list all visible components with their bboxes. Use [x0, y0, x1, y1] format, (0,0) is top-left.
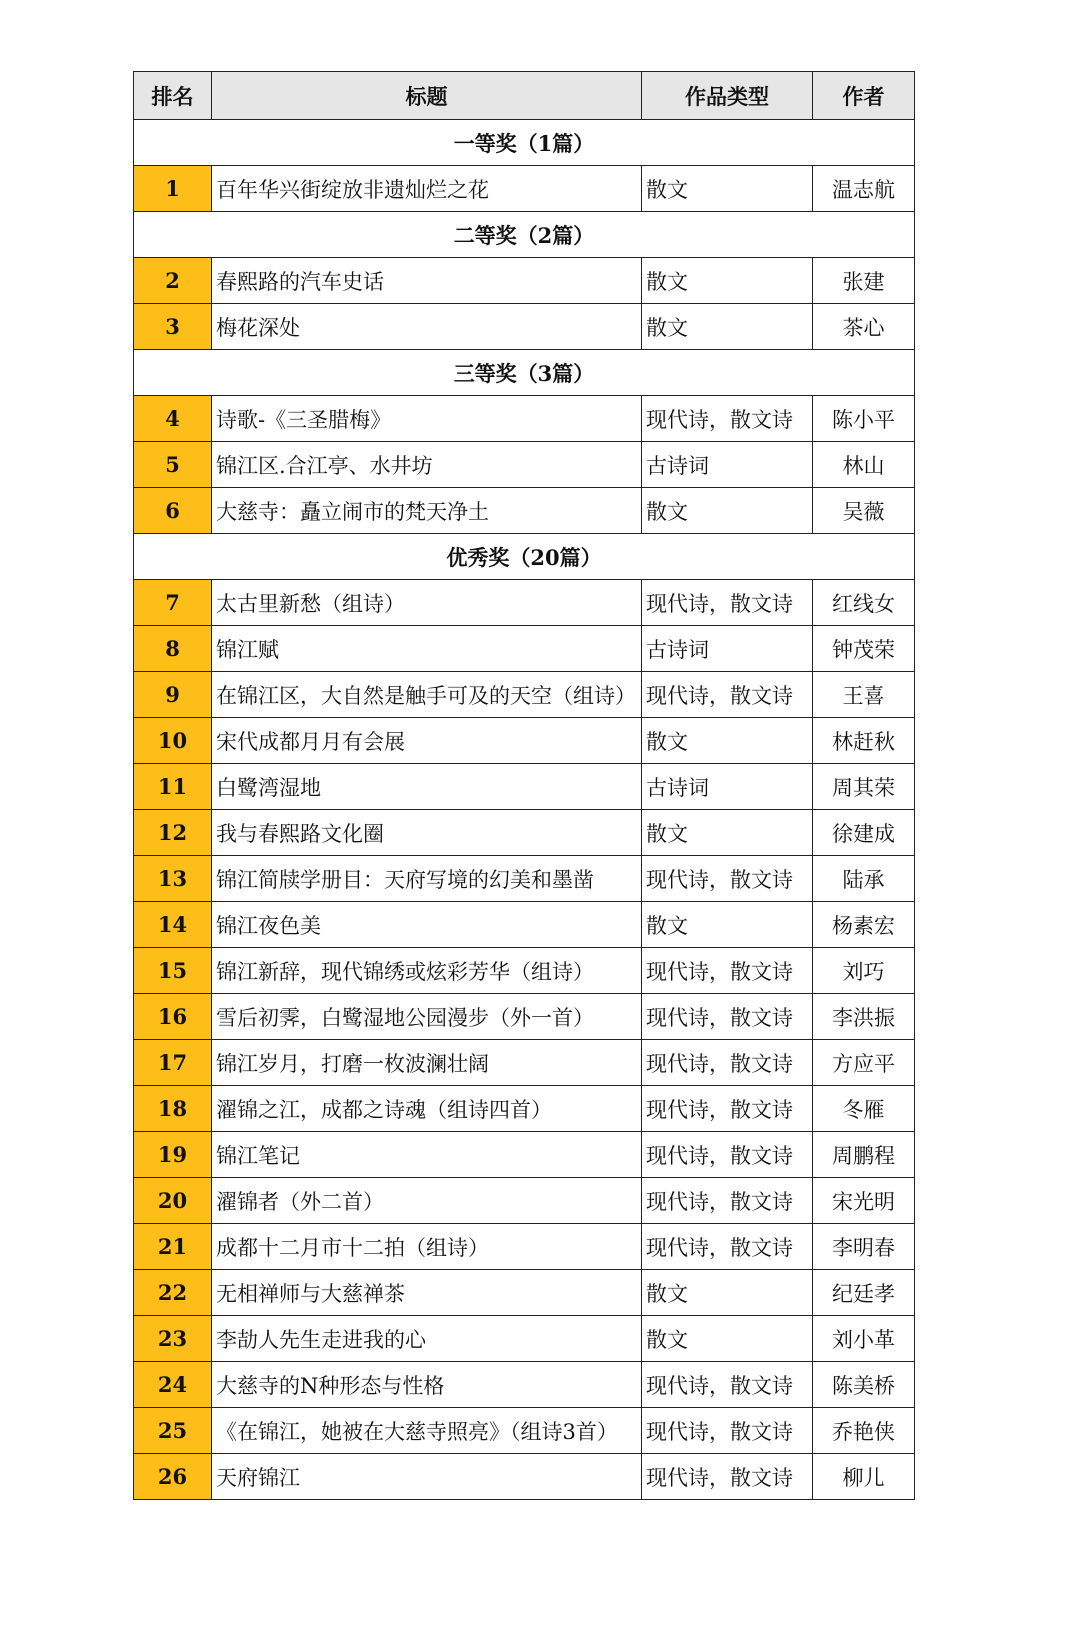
- type-cell: 现代诗，散文诗: [642, 1408, 813, 1454]
- type-cell: 散文: [642, 1316, 813, 1362]
- author-cell: 钟茂荣: [813, 626, 915, 672]
- header-type: 作品类型: [642, 72, 813, 120]
- rank-cell: 24: [134, 1362, 212, 1408]
- type-cell: 现代诗，散文诗: [642, 580, 813, 626]
- type-cell: 现代诗，散文诗: [642, 396, 813, 442]
- rank-cell: 19: [134, 1132, 212, 1178]
- title-cell: 大慈寺：矗立闹市的梵天净土: [212, 488, 642, 534]
- title-cell: 锦江区.合江亭、水井坊: [212, 442, 642, 488]
- table-row: [134, 166, 915, 212]
- title-cell: 锦江笔记: [212, 1132, 642, 1178]
- header-title: 标题: [212, 72, 642, 120]
- table-row: [134, 396, 915, 442]
- type-cell: 古诗词: [642, 626, 813, 672]
- title-cell: 白鹭湾湿地: [212, 764, 642, 810]
- author-cell: 红线女: [813, 580, 915, 626]
- author-cell: 张建: [813, 258, 915, 304]
- author-cell: 刘小革: [813, 1316, 915, 1362]
- rank-cell: 9: [134, 672, 212, 718]
- author-cell: 陆承: [813, 856, 915, 902]
- type-cell: 散文: [642, 810, 813, 856]
- author-cell: 刘巧: [813, 948, 915, 994]
- group-label: 优秀奖（20篇）: [134, 534, 915, 580]
- title-cell: 春熙路的汽车史话: [212, 258, 642, 304]
- type-cell: 现代诗，散文诗: [642, 672, 813, 718]
- table-row: [134, 994, 915, 1040]
- type-cell: 古诗词: [642, 764, 813, 810]
- table-row: [134, 1316, 915, 1362]
- type-cell: 现代诗，散文诗: [642, 1040, 813, 1086]
- rank-cell: 2: [134, 258, 212, 304]
- title-cell: 锦江新辞，现代锦绣或炫彩芳华（组诗）: [212, 948, 642, 994]
- title-cell: 濯锦之江，成都之诗魂（组诗四首）: [212, 1086, 642, 1132]
- rank-cell: 23: [134, 1316, 212, 1362]
- table-row: [134, 488, 915, 534]
- table-row: [134, 1132, 915, 1178]
- type-cell: 现代诗，散文诗: [642, 1224, 813, 1270]
- author-cell: 茶心: [813, 304, 915, 350]
- title-cell: 天府锦江: [212, 1454, 642, 1500]
- group-label: 三等奖（3篇）: [134, 350, 915, 396]
- table-row: [134, 442, 915, 488]
- rank-cell: 22: [134, 1270, 212, 1316]
- rank-cell: 18: [134, 1086, 212, 1132]
- author-cell: 杨素宏: [813, 902, 915, 948]
- table-row: [134, 1408, 915, 1454]
- rank-cell: 1: [134, 166, 212, 212]
- type-cell: 散文: [642, 304, 813, 350]
- rank-cell: 4: [134, 396, 212, 442]
- type-cell: 现代诗，散文诗: [642, 856, 813, 902]
- table-row: [134, 810, 915, 856]
- rank-cell: 26: [134, 1454, 212, 1500]
- title-cell: 我与春熙路文化圈: [212, 810, 642, 856]
- awards-table: [133, 71, 915, 1500]
- table-row: [134, 580, 915, 626]
- table-row: [134, 902, 915, 948]
- author-cell: 周鹏程: [813, 1132, 915, 1178]
- title-cell: 无相禅师与大慈禅茶: [212, 1270, 642, 1316]
- author-cell: 王喜: [813, 672, 915, 718]
- title-cell: 锦江简牍学册目：天府写境的幻美和墨凿: [212, 856, 642, 902]
- type-cell: 散文: [642, 902, 813, 948]
- group-row: [134, 534, 915, 580]
- rank-cell: 10: [134, 718, 212, 764]
- author-cell: 柳儿: [813, 1454, 915, 1500]
- type-cell: 散文: [642, 1270, 813, 1316]
- title-cell: 李劼人先生走进我的心: [212, 1316, 642, 1362]
- table-row: [134, 1086, 915, 1132]
- type-cell: 现代诗，散文诗: [642, 994, 813, 1040]
- author-cell: 陈小平: [813, 396, 915, 442]
- rank-cell: 20: [134, 1178, 212, 1224]
- table-row: [134, 1040, 915, 1086]
- author-cell: 徐建成: [813, 810, 915, 856]
- author-cell: 乔艳侠: [813, 1408, 915, 1454]
- group-row: [134, 120, 915, 166]
- rank-cell: 7: [134, 580, 212, 626]
- title-cell: 成都十二月市十二拍（组诗）: [212, 1224, 642, 1270]
- header-rank: 排名: [134, 72, 212, 120]
- author-cell: 吴薇: [813, 488, 915, 534]
- type-cell: 散文: [642, 718, 813, 764]
- type-cell: 现代诗，散文诗: [642, 1178, 813, 1224]
- title-cell: 诗歌-《三圣腊梅》: [212, 396, 642, 442]
- type-cell: 现代诗，散文诗: [642, 948, 813, 994]
- title-cell: 太古里新愁（组诗）: [212, 580, 642, 626]
- table-row: [134, 304, 915, 350]
- rank-cell: 8: [134, 626, 212, 672]
- table-row: [134, 1178, 915, 1224]
- table-row: [134, 948, 915, 994]
- group-label: 二等奖（2篇）: [134, 212, 915, 258]
- rank-cell: 16: [134, 994, 212, 1040]
- rank-cell: 13: [134, 856, 212, 902]
- table-row: [134, 718, 915, 764]
- table-row: [134, 1270, 915, 1316]
- author-cell: 冬雁: [813, 1086, 915, 1132]
- rank-cell: 17: [134, 1040, 212, 1086]
- rank-cell: 21: [134, 1224, 212, 1270]
- table-row: [134, 1224, 915, 1270]
- author-cell: 林赶秋: [813, 718, 915, 764]
- author-cell: 温志航: [813, 166, 915, 212]
- rank-cell: 6: [134, 488, 212, 534]
- table-row: [134, 672, 915, 718]
- type-cell: 散文: [642, 258, 813, 304]
- author-cell: 周其荣: [813, 764, 915, 810]
- rank-cell: 15: [134, 948, 212, 994]
- rank-cell: 25: [134, 1408, 212, 1454]
- title-cell: 宋代成都月月有会展: [212, 718, 642, 764]
- title-cell: 大慈寺的N种形态与性格: [212, 1362, 642, 1408]
- type-cell: 现代诗，散文诗: [642, 1132, 813, 1178]
- header-row: [134, 72, 915, 120]
- rank-cell: 14: [134, 902, 212, 948]
- title-cell: 百年华兴街绽放非遗灿烂之花: [212, 166, 642, 212]
- group-row: [134, 212, 915, 258]
- rank-cell: 12: [134, 810, 212, 856]
- author-cell: 李洪振: [813, 994, 915, 1040]
- type-cell: 现代诗，散文诗: [642, 1362, 813, 1408]
- author-cell: 陈美桥: [813, 1362, 915, 1408]
- table-row: [134, 1454, 915, 1500]
- author-cell: 李明春: [813, 1224, 915, 1270]
- table-row: [134, 626, 915, 672]
- type-cell: 现代诗，散文诗: [642, 1454, 813, 1500]
- type-cell: 现代诗，散文诗: [642, 1086, 813, 1132]
- group-label: 一等奖（1篇）: [134, 120, 915, 166]
- title-cell: 雪后初霁，白鹭湿地公园漫步（外一首）: [212, 994, 642, 1040]
- title-cell: 锦江夜色美: [212, 902, 642, 948]
- table-row: [134, 856, 915, 902]
- author-cell: 纪廷孝: [813, 1270, 915, 1316]
- header-author: 作者: [813, 72, 915, 120]
- table-row: [134, 258, 915, 304]
- title-cell: 在锦江区，大自然是触手可及的天空（组诗）: [212, 672, 642, 718]
- author-cell: 林山: [813, 442, 915, 488]
- author-cell: 方应平: [813, 1040, 915, 1086]
- group-row: [134, 350, 915, 396]
- rank-cell: 3: [134, 304, 212, 350]
- type-cell: 古诗词: [642, 442, 813, 488]
- table-row: [134, 1362, 915, 1408]
- type-cell: 散文: [642, 166, 813, 212]
- title-cell: 锦江赋: [212, 626, 642, 672]
- title-cell: 锦江岁月，打磨一枚波澜壮阔: [212, 1040, 642, 1086]
- title-cell: 《在锦江，她被在大慈寺照亮》（组诗3首）: [212, 1408, 642, 1454]
- title-cell: 濯锦者（外二首）: [212, 1178, 642, 1224]
- table-row: [134, 764, 915, 810]
- type-cell: 散文: [642, 488, 813, 534]
- author-cell: 宋光明: [813, 1178, 915, 1224]
- rank-cell: 5: [134, 442, 212, 488]
- rank-cell: 11: [134, 764, 212, 810]
- table-body: [134, 120, 915, 1500]
- title-cell: 梅花深处: [212, 304, 642, 350]
